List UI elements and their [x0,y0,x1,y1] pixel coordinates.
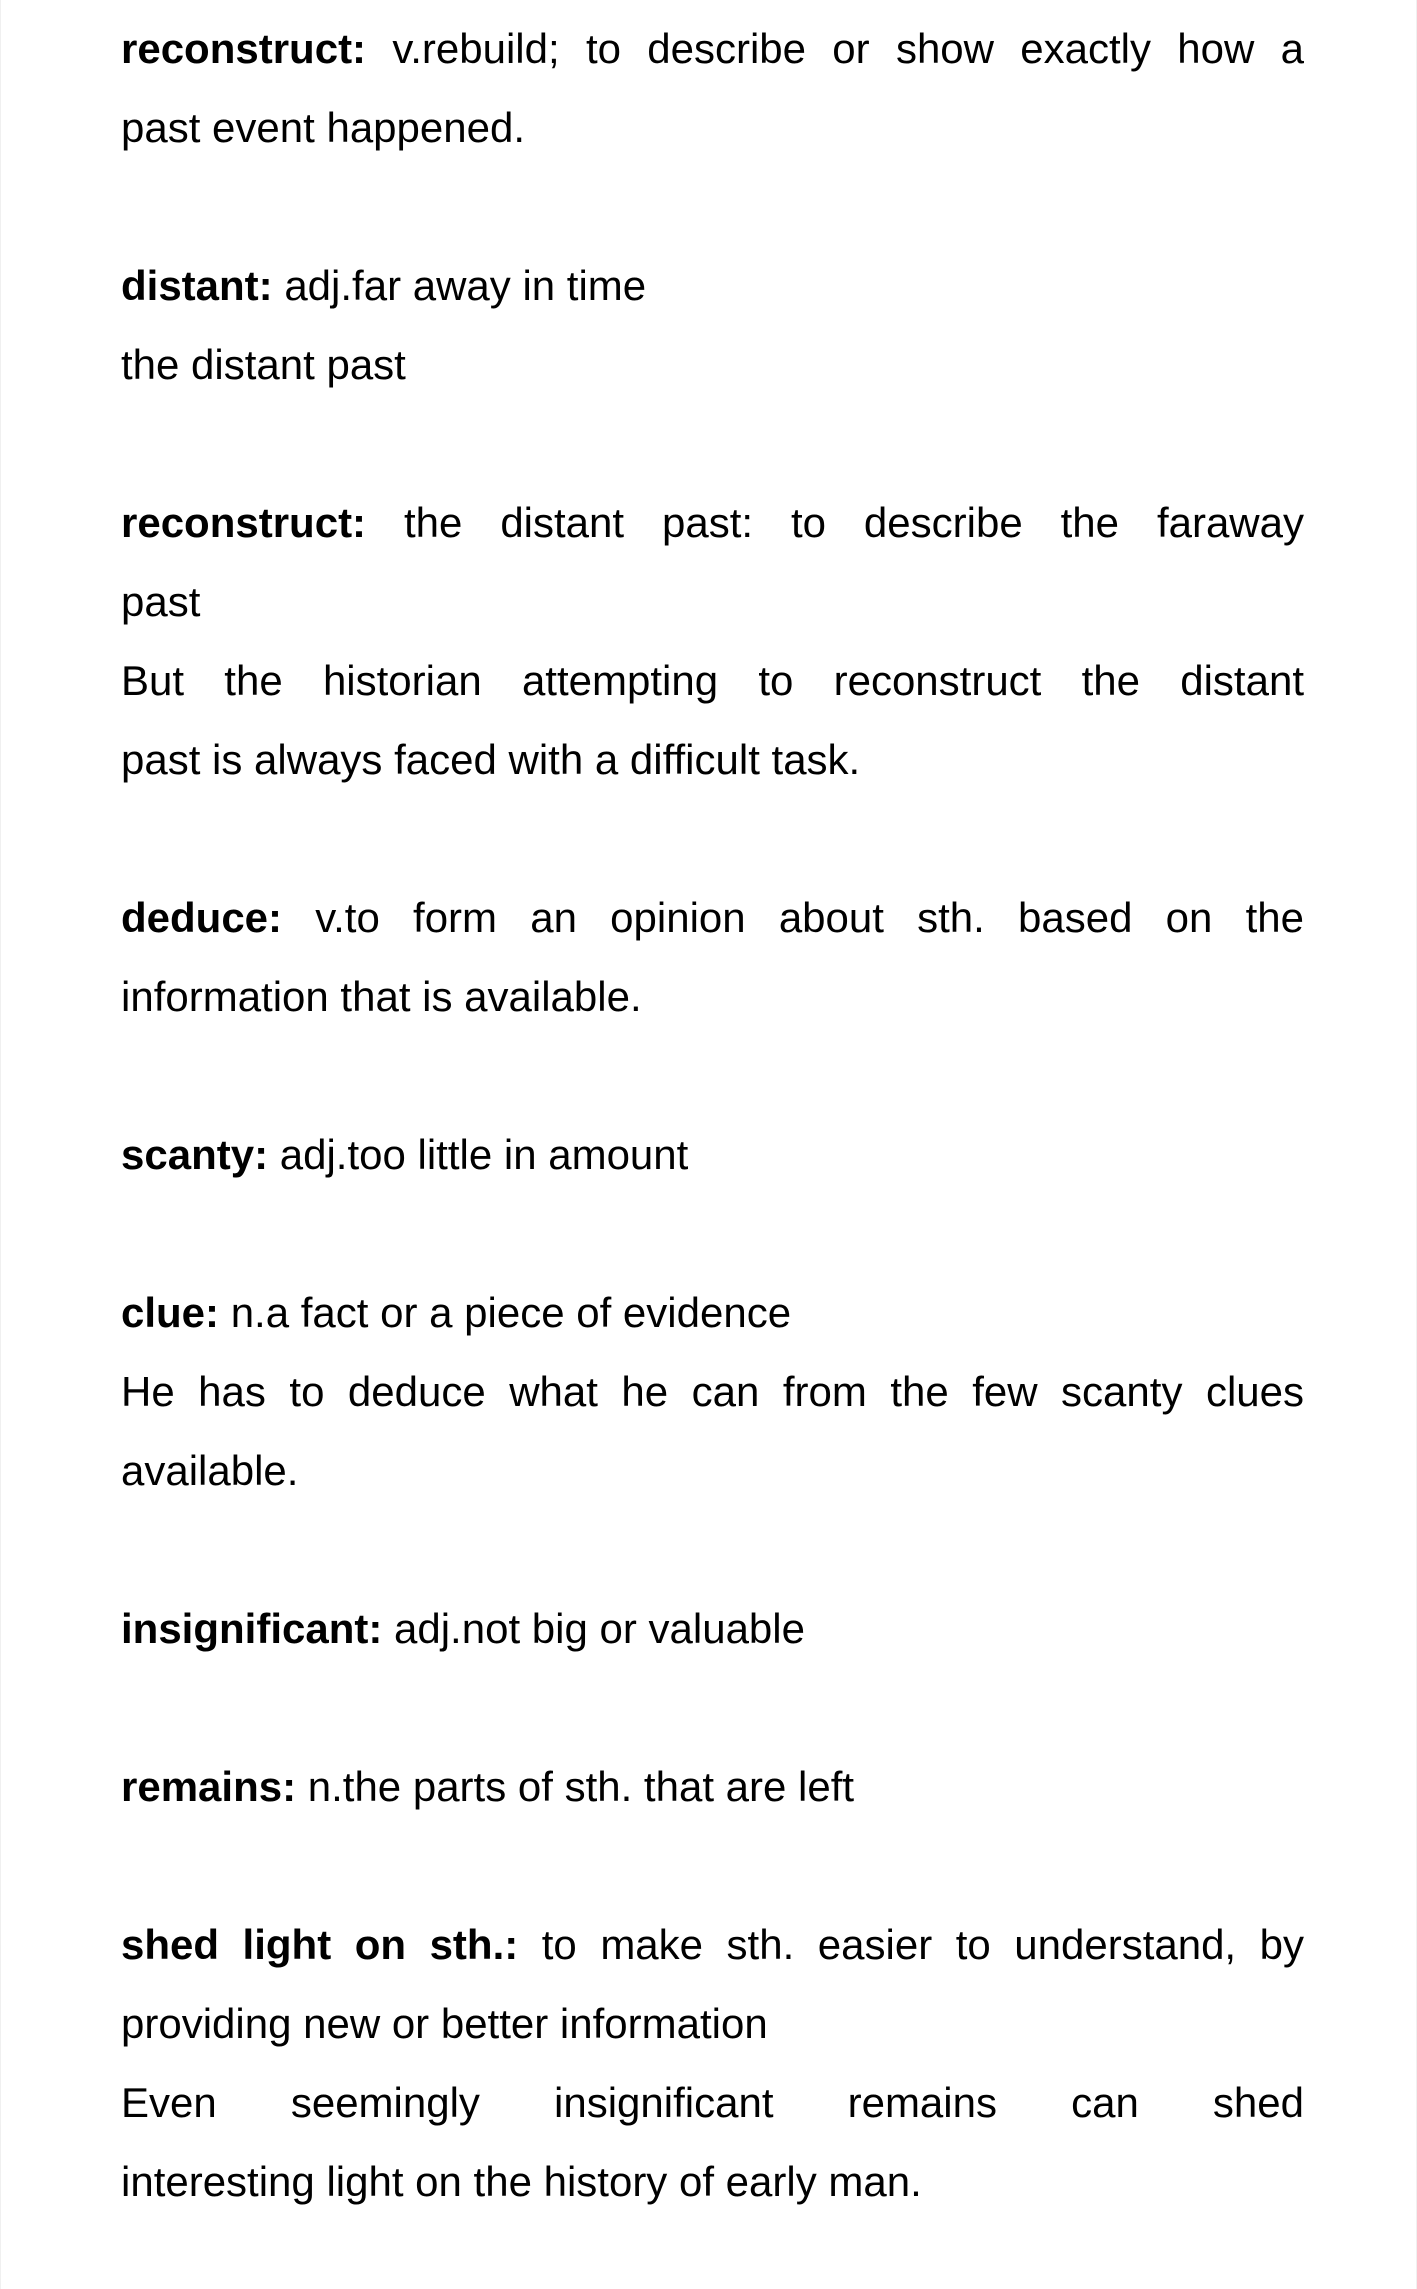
definition-text: to make sth. easier to understand, by [518,1921,1304,1968]
entry-line [121,9,1304,88]
vocab-entry-deduce [121,878,1304,1036]
definition-text: the distant past: to describe the faraway [366,499,1304,546]
entry-line [121,483,1304,562]
definition-text: v.to form an opinion about sth. based on the [282,894,1304,941]
example-line [121,2063,1304,2142]
example-text: available. [121,1447,299,1494]
entry-line [121,88,1304,167]
definition-text: adj.far away in time [272,262,647,309]
definition-text: n.the parts of sth. that are left [296,1763,855,1810]
spacer [121,799,1304,878]
example-line [121,2142,1304,2221]
spacer [121,1668,1304,1747]
definition-text: past event happened. [121,104,526,151]
vocab-term: reconstruct: [121,499,367,546]
vocab-entry-shed-light-on [121,1905,1304,2221]
spacer [121,1036,1304,1115]
entry-line [121,562,1304,641]
spacer [121,167,1304,246]
vocab-entry-remains [121,1747,1304,1826]
vocab-term: shed light on sth.: [121,1921,519,1968]
definition-text: adj.not big or valuable [382,1605,805,1652]
definition-text: providing new or better information [121,2000,768,2047]
spacer [121,1510,1304,1589]
vocab-entry-insignificant [121,1589,1304,1668]
vocab-term: scanty: [121,1131,269,1178]
spacer [121,1194,1304,1273]
example-line [121,325,1304,404]
example-text: interesting light on the history of early man. [121,2158,922,2205]
vocab-term: clue: [121,1289,220,1336]
entry-line [121,1115,1304,1194]
entry-line [121,1905,1304,1984]
entry-line [121,1984,1304,2063]
vocab-entry-clue [121,1273,1304,1510]
entry-line [121,1589,1304,1668]
example-text: But the historian attempting to reconstruct the distant [121,657,1304,704]
example-line [121,641,1304,720]
example-line [121,1431,1304,1510]
vocab-entry-reconstruct [121,9,1304,167]
vocab-term: distant: [121,262,273,309]
entry-line [121,878,1304,957]
entry-line [121,246,1304,325]
vocab-entry-scanty [121,1115,1304,1194]
example-line [121,720,1304,799]
entry-line [121,1273,1304,1352]
entry-line [121,1747,1304,1826]
definition-text: n.a fact or a piece of evidence [219,1289,792,1336]
vocab-term: insignificant: [121,1605,383,1652]
example-line [121,1352,1304,1431]
vocab-term: remains: [121,1763,297,1810]
example-text: past is always faced with a difficult task. [121,736,861,783]
example-text: the distant past [121,341,406,388]
vocab-term: deduce: [121,894,283,941]
definition-text: past [121,578,201,625]
spacer [121,404,1304,483]
vocab-entry-distant [121,246,1304,404]
vocabulary-document [121,9,1304,2221]
definition-text: v.rebuild; to describe or show exactly how a [366,25,1304,72]
entry-line [121,957,1304,1036]
example-text: Even seemingly insignificant remains can shed [121,2079,1304,2126]
spacer [121,1826,1304,1905]
definition-text: information that is available. [121,973,642,1020]
vocab-entry-reconstruct-distant-past [121,483,1304,799]
definition-text: adj.too little in amount [268,1131,689,1178]
vocab-term: reconstruct: [121,25,367,72]
example-text: He has to deduce what he can from the few scanty clues [121,1368,1304,1415]
